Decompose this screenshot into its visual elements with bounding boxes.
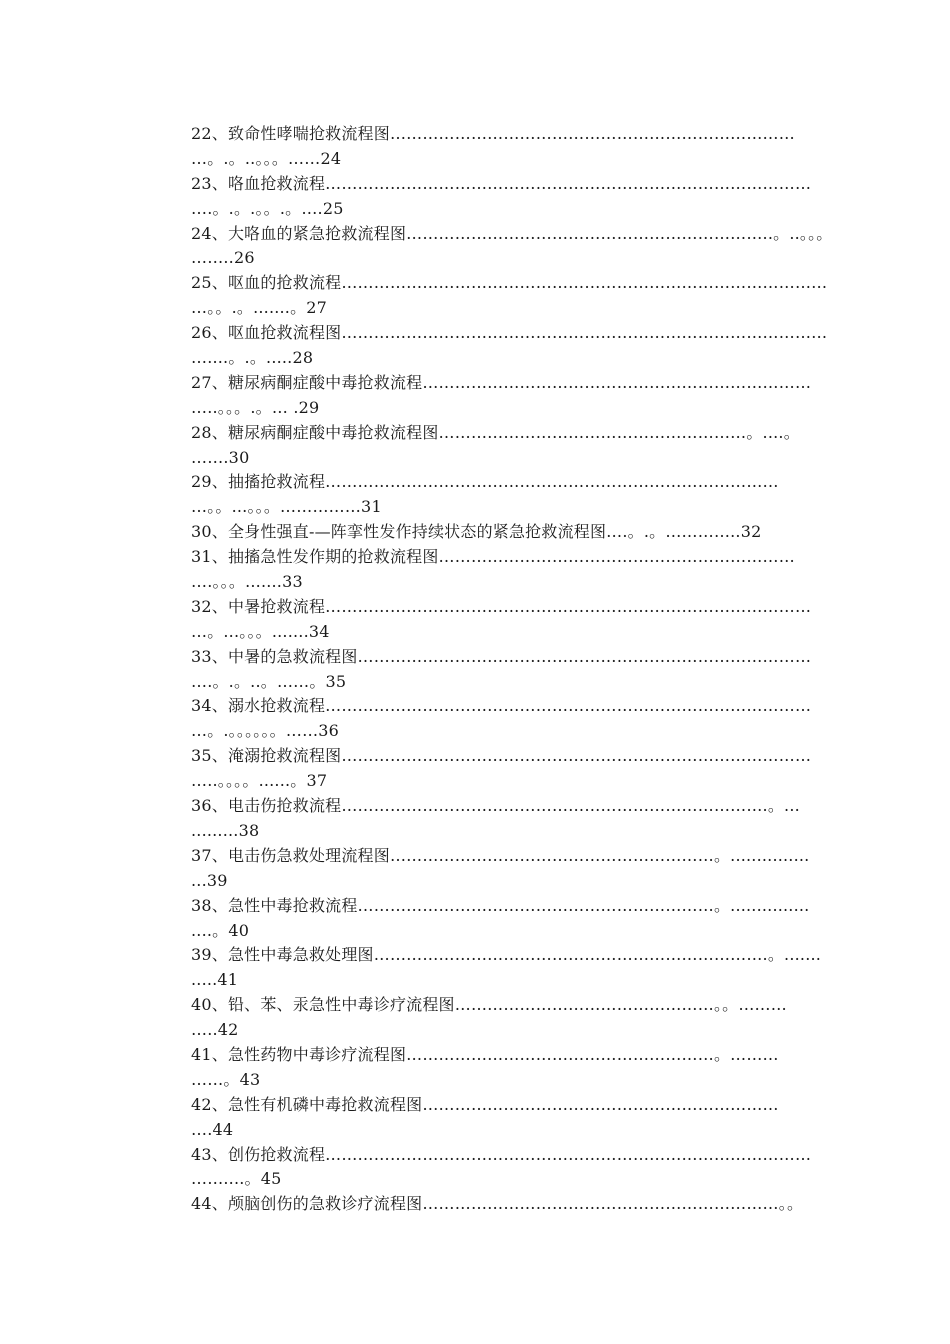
toc-line: ....。40 xyxy=(191,920,250,940)
toc-line: 24、大咯血的紧急抢救流程图…………………………………………………………..。..。。。 xyxy=(191,223,833,243)
toc-line: 34、溺水抢救流程……………………………………………………………………………… xyxy=(191,696,812,716)
toc-line: .........38 xyxy=(191,820,260,840)
table-of-contents xyxy=(191,122,907,1217)
toc-line: 32、中暑抢救流程……………………………………………………………………………… xyxy=(191,596,812,616)
toc-line: 42、急性有机磷中毒抢救流程图………………………………………………………… xyxy=(191,1094,779,1114)
toc-line: 38、急性中毒抢救流程…………………………………………………………。............... xyxy=(191,895,810,915)
toc-line: 44、颅脑创伤的急救诊疗流程图…………………………………………………………。。 xyxy=(191,1194,804,1214)
toc-line: ……....。45 xyxy=(191,1169,282,1189)
toc-line: ….。.。.。。.。….25 xyxy=(191,198,344,218)
toc-line: 37、电击伤急救处理流程图……………………………………………………。............... xyxy=(191,845,810,865)
toc-line: 39、急性中毒急救处理图……………………………………………………………….。....... xyxy=(191,945,822,965)
toc-line: 29、抽搐抢救流程………………………………………………………………………… xyxy=(191,472,779,492)
toc-line: …..42 xyxy=(191,1020,239,1040)
toc-line: 27、糖尿病酮症酸中毒抢救流程……………………………………………………………… xyxy=(191,372,812,392)
toc-line: ….44 xyxy=(191,1119,234,1139)
toc-line: 23、咯血抢救流程……………………………………………………………………………… xyxy=(191,173,812,193)
toc-line: 41、急性药物中毒诊疗流程图…………………………………………………。……… xyxy=(191,1044,779,1064)
toc-line: ...39 xyxy=(191,870,228,890)
toc-line: …。。...。。。……………31 xyxy=(191,497,382,517)
toc-line: ……。43 xyxy=(191,1069,261,1089)
toc-line: 43、创伤抢救流程……………………………………………………………………………… xyxy=(191,1144,812,1164)
toc-line: 36、电击伤抢救流程…………………………………………………………………….。... xyxy=(191,796,800,816)
toc-line: …。.。..。。。……24 xyxy=(191,148,342,168)
toc-line: .....41 xyxy=(191,970,239,990)
toc-line: 40、铅、苯、汞急性中毒诊疗流程图…………………………………………。。……… xyxy=(191,995,787,1015)
toc-line: 31、抽搐急性发作期的抢救流程图………………………………………………………… xyxy=(191,547,795,567)
toc-line: ….。。。.......33 xyxy=(191,572,303,592)
toc-line: …。。.。.......。27 xyxy=(191,298,328,318)
toc-line: 35、淹溺抢救流程图…………………………………………………………………………… xyxy=(191,746,812,766)
toc-line: 33、中暑的急救流程图………………………………………………………………………… xyxy=(191,646,812,666)
toc-line: 30、全身性强直-—阵挛性发作持续状态的紧急抢救流程图….。.。…………..32 xyxy=(191,522,762,542)
toc-line: …。...。。。.......34 xyxy=(191,621,330,641)
toc-line: 25、呕血的抢救流程……………………………………………………………………………… xyxy=(191,273,828,293)
toc-line: …..。。。。......。37 xyxy=(191,771,328,791)
toc-line: 26、呕血抢救流程图……………………………………………………………………………… xyxy=(191,323,828,343)
toc-line: …。.。。。。。。……36 xyxy=(191,721,340,741)
toc-line: 28、糖尿病酮症酸中毒抢救流程图…………………………………………………。....。 xyxy=(191,422,800,442)
toc-line: …....。.。.....28 xyxy=(191,348,314,368)
toc-line: …….30 xyxy=(191,447,250,467)
toc-line: …..。。。.。… .29 xyxy=(191,397,320,417)
toc-line: ….。.。..。……。35 xyxy=(191,671,347,691)
toc-line: ……..26 xyxy=(191,248,255,268)
toc-line: 22、致命性哮喘抢救流程图………………………………………………………………… xyxy=(191,124,795,143)
